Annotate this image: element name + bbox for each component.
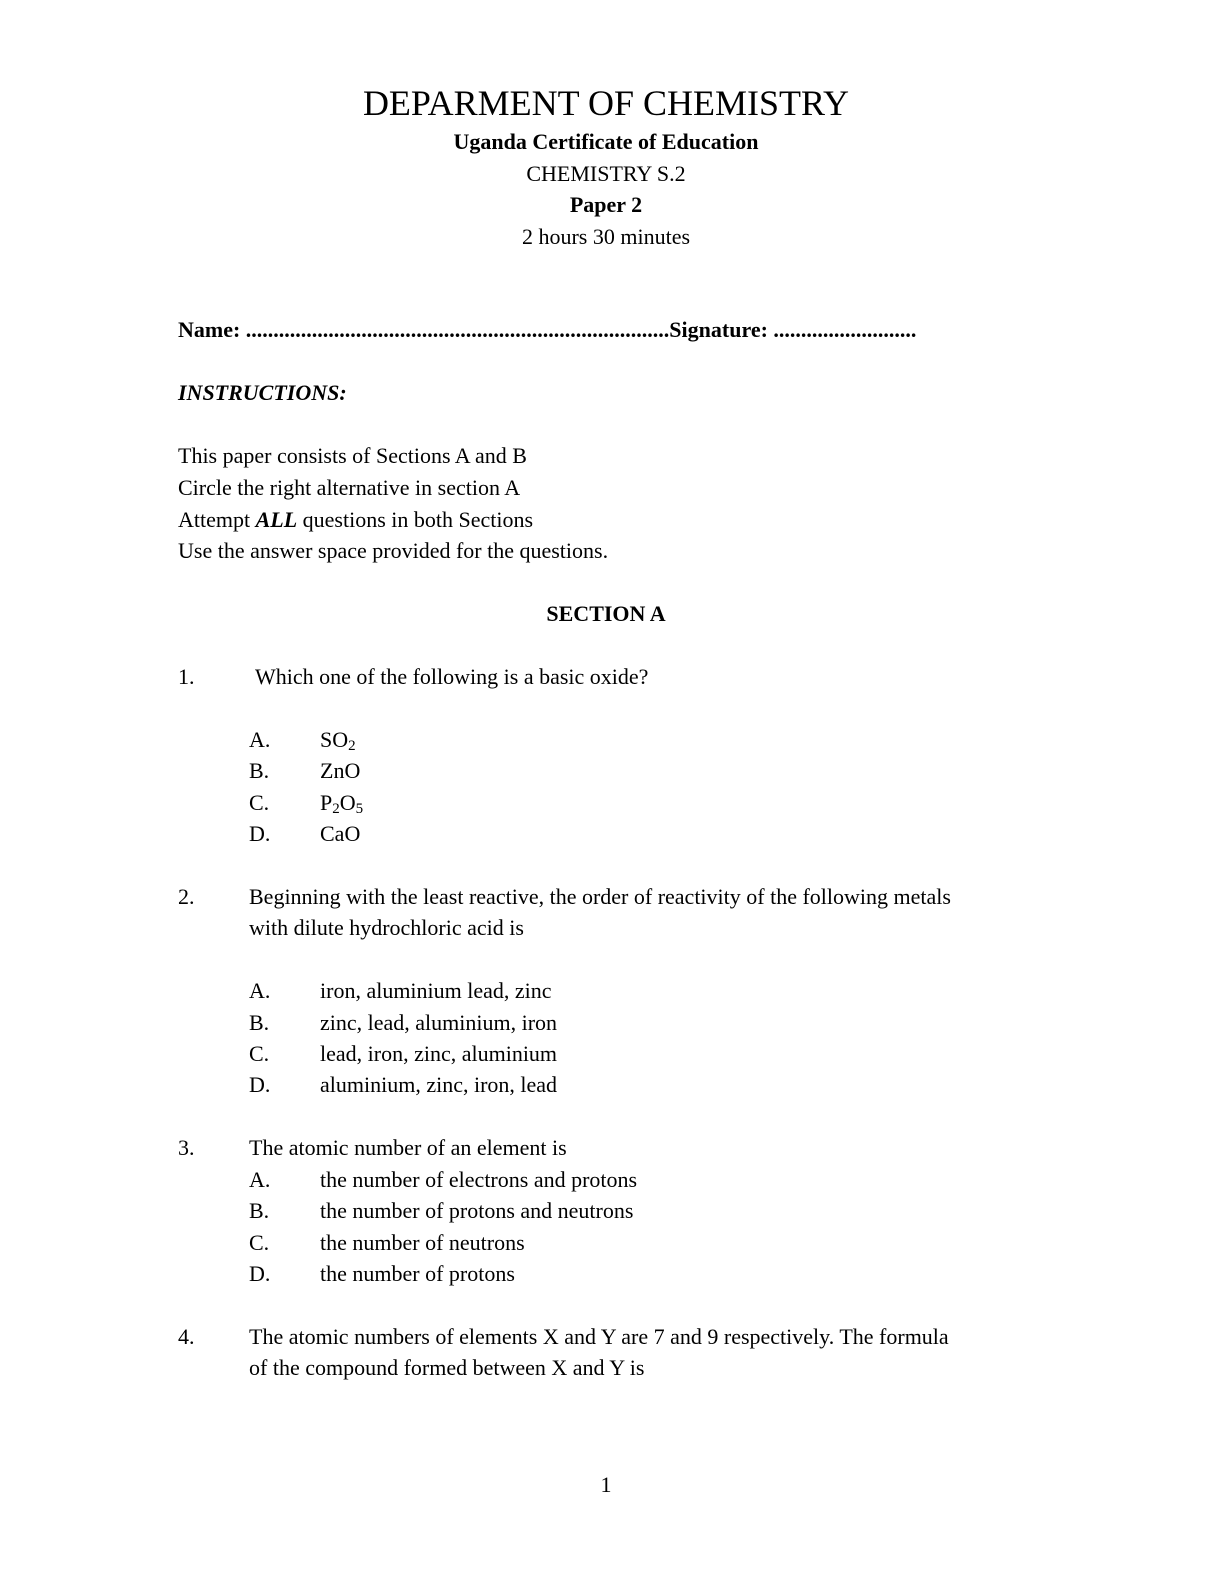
q3-number: 3.	[178, 1135, 195, 1160]
q1-text: Which one of the following is a basic oxide?	[255, 664, 649, 689]
q2-text-line-1: Beginning with the least reactive, the order of reactivity of the following metals	[249, 884, 951, 909]
q1-option-d-letter: D.	[249, 821, 271, 846]
q3-option-c-text: the number of neutrons	[320, 1230, 525, 1255]
q1-option-c-letter: C.	[249, 790, 270, 815]
q3-option-a-letter: A.	[249, 1167, 271, 1192]
q4-text-line-2: of the compound formed between X and Y is	[249, 1355, 645, 1380]
q3-text: The atomic number of an element is	[249, 1135, 567, 1160]
q2-option-c-text: lead, iron, zinc, aluminium	[320, 1041, 558, 1066]
instruction-line-3-end: questions in both Sections	[297, 507, 534, 532]
instructions-heading: INSTRUCTIONS:	[178, 380, 347, 405]
q4-number: 4.	[178, 1324, 195, 1349]
paper-number: Paper 2	[569, 192, 643, 217]
q1-number: 1.	[178, 664, 195, 689]
q3-option-d-text: the number of protons	[320, 1261, 515, 1286]
q2-option-b-letter: B.	[249, 1010, 270, 1035]
instruction-line-3	[178, 509, 533, 531]
q3-option-a-text: the number of electrons and protons	[320, 1167, 638, 1192]
instruction-emphasis: ALL	[255, 507, 298, 532]
q2-option-b-text: zinc, lead, aluminium, iron	[320, 1010, 558, 1035]
exam-body: Uganda Certificate of Education	[453, 129, 759, 154]
q1-option-b-letter: B.	[249, 758, 270, 783]
q2-option-d-letter: D.	[249, 1072, 271, 1097]
q1-option-b-text: ZnO	[320, 758, 361, 783]
q1-option-c-text: $P_2O_5$	[320, 790, 364, 817]
q2-text-line-2: with dilute hydrochloric acid is	[249, 915, 524, 940]
q4-text-line-1: The atomic numbers of elements X and Y are 7 and 9 respectively. The formula	[249, 1324, 949, 1349]
instruction-line-3-start: Attempt	[178, 507, 256, 532]
q2-option-c-letter: C.	[249, 1041, 270, 1066]
q3-option-b-letter: B.	[249, 1198, 270, 1223]
section-a-heading: SECTION A	[546, 601, 666, 626]
instruction-line-1: This paper consists of Sections A and B	[178, 443, 527, 468]
instruction-line-2: Circle the right alternative in section A	[178, 475, 521, 500]
instruction-line-4: Use the answer space provided for the questions.	[178, 538, 609, 563]
subject-title: CHEMISTRY S.2	[526, 161, 686, 186]
q2-option-a-text: iron, aluminium lead, zinc	[320, 978, 552, 1003]
q1-option-d-text: CaO	[320, 821, 361, 846]
department-title: DEPARMENT OF CHEMISTRY	[362, 83, 850, 123]
exam-duration: 2 hours 30 minutes	[521, 224, 691, 249]
q3-option-d-letter: D.	[249, 1261, 271, 1286]
q1-option-a-letter: A.	[249, 727, 271, 752]
page-number: 1	[600, 1472, 612, 1497]
q2-option-a-letter: A.	[249, 978, 271, 1003]
q2-number: 2.	[178, 884, 195, 909]
q3-option-c-letter: C.	[249, 1230, 270, 1255]
q2-option-d-text: aluminium, zinc, iron, lead	[320, 1072, 558, 1097]
name-signature-line: Name: .............................................................................Signature: ..........................	[178, 317, 917, 342]
q3-option-b-text: the number of protons and neutrons	[320, 1198, 634, 1223]
q1-option-a-text: $SO_2$	[320, 727, 356, 754]
